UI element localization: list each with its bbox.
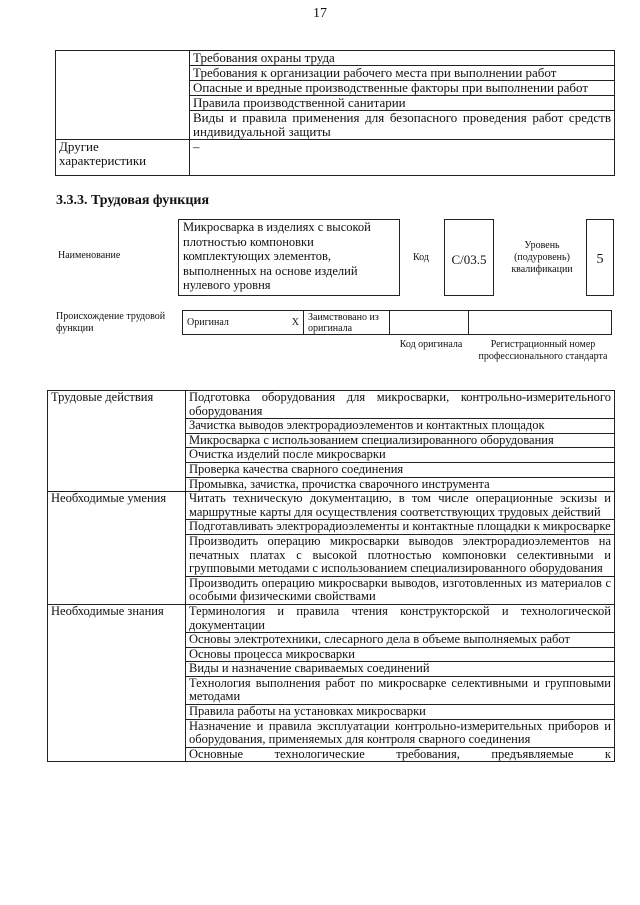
table-row xyxy=(48,492,615,520)
list-item: Проверка качества сварного соединения xyxy=(186,462,615,477)
section-title: 3.3.3. Трудовая функция xyxy=(56,193,210,208)
list-item: Производить операцию микросварки выводов электрорадиоэлементов на печатных платах с высокой плотностью компоновки селективными и групповыми методами с использованием специализированного оборудования xyxy=(186,534,615,576)
code-label: Код xyxy=(413,252,429,263)
origin-code-cell xyxy=(390,311,469,335)
list-item: Подготовка оборудования для микросварки, контрольно-измерительного оборудования xyxy=(186,391,615,419)
table-row xyxy=(56,51,615,66)
list-item: Требования к организации рабочего места при выполнении работ xyxy=(190,66,615,81)
list-item: Подготавливать электрорадиоэлементы и контактные площадки к микросварке xyxy=(186,520,615,535)
list-item: Терминология и правила чтения конструкторской и технологической документации xyxy=(186,604,615,632)
original-label: Оригинал xyxy=(183,311,276,335)
list-item: Читать техническую документацию, в том числе операционные эскизы и маршрутные карты для осуществления соответствующих трудовых действий xyxy=(186,492,615,520)
table-row xyxy=(56,140,615,176)
reg-number-cell xyxy=(469,311,612,335)
row-label xyxy=(56,51,190,140)
top-table xyxy=(55,50,615,176)
list-item: Виды и назначение свариваемых соединений xyxy=(186,662,615,677)
list-item: Назначение и правила эксплуатации контрольно-измерительных приборов и оборудования, применяемых для контроля сварного соединения xyxy=(186,719,615,747)
section-label-actions: Трудовые действия xyxy=(48,391,186,492)
list-item: Правила производственной санитарии xyxy=(190,96,615,111)
list-item: Зачистка выводов электрорадиоэлементов и контактных площадок xyxy=(186,419,615,434)
list-item: Основы электротехники, слесарного дела в объеме выполняемых работ xyxy=(186,633,615,648)
row-label-other: Другие характеристики xyxy=(56,140,190,176)
origin-code-caption: Код оригинала xyxy=(399,339,463,350)
table-row xyxy=(48,391,615,419)
borrowed-label: Заимствовано из оригинала xyxy=(304,311,390,335)
name-label: Наименование xyxy=(58,250,121,261)
list-item: Требования охраны труда xyxy=(190,51,615,66)
list-item: Очистка изделий после микросварки xyxy=(186,448,615,463)
list-item: Правила работы на установках микросварки xyxy=(186,705,615,720)
list-item: Основные технологические требования, предъявляемые к xyxy=(186,747,615,762)
table-row xyxy=(48,604,615,632)
section-label-knowledge: Необходимые знания xyxy=(48,604,186,762)
level-value: 5 xyxy=(586,219,614,296)
list-item: Промывка, зачистка, прочистка сварочного инструмента xyxy=(186,477,615,492)
list-item: Опасные и вредные производственные факторы при выполнении работ xyxy=(190,81,615,96)
function-name: Микросварка в изделиях с высокой плотностью компоновки комплектующих элементов, выполненных на основе изделий нулевого уровня xyxy=(178,219,400,296)
page-number: 17 xyxy=(313,6,327,21)
list-item: Виды и правила применения для безопасного проведения работ средств индивидуальной защиты xyxy=(190,111,615,140)
main-table xyxy=(47,390,615,762)
list-item: Технология выполнения работ по микросварке селективными и групповыми методами xyxy=(186,676,615,704)
reg-number-caption: Регистрационный номер профессионального стандарта xyxy=(478,339,608,362)
list-item: Микросварка с использованием специализированного оборудования xyxy=(186,433,615,448)
origin-table xyxy=(182,310,612,335)
level-label: Уровень (подуровень) квалификации xyxy=(511,240,573,275)
original-mark: X xyxy=(275,311,304,335)
list-item: Производить операцию микросварки выводов, изготовленных из материалов с особыми физическими свойствами xyxy=(186,576,615,604)
list-item: Основы процесса микросварки xyxy=(186,647,615,662)
function-code: С/03.5 xyxy=(444,219,494,296)
table-row xyxy=(183,311,612,335)
section-label-skills: Необходимые умения xyxy=(48,492,186,605)
origin-label: Происхождение трудовой функции xyxy=(56,311,166,334)
list-item: – xyxy=(190,140,615,176)
